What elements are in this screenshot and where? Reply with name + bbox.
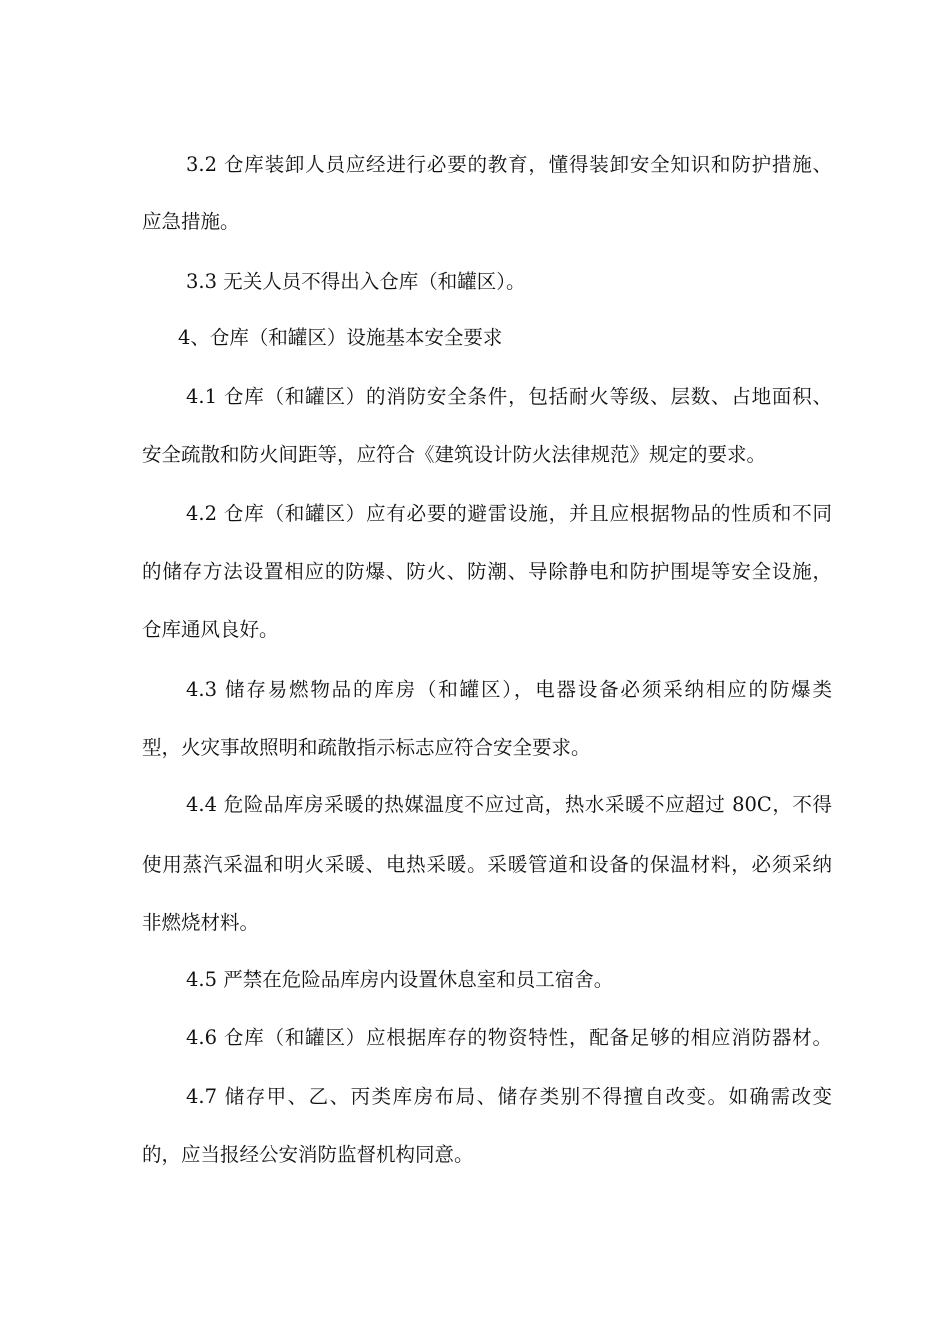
- paragraph-4-4-line-3: 非燃烧材料。: [142, 911, 260, 934]
- paragraph-4-7-line-2: 的，应当报经公安消防监督机构同意。: [142, 1143, 474, 1166]
- paragraph-4-2-line-2: 的储存方法设置相应的防爆、防火、防潮、导除静电和防护围堤等安全设施，: [142, 560, 832, 583]
- paragraph-4-4-line-1: 4.4 危险品库房采暖的热媒温度不应过高，热水采暖不应超过 80C，不得: [186, 793, 832, 816]
- paragraph-3-3: 3.3 无关人员不得出入仓库（和罐区）。: [186, 270, 526, 293]
- paragraph-4-3-line-1: 4.3 储存易燃物品的库房（和罐区），电器设备必须采纳相应的防爆类: [186, 678, 832, 701]
- paragraph-4-2-line-1: 4.2 仓库（和罐区）应有必要的避雷设施，并且应根据物品的性质和不同: [186, 502, 832, 525]
- paragraph-4-7-line-1: 4.7 储存甲、乙、丙类库房布局、储存类别不得擅自改变。如确需改变: [186, 1085, 832, 1108]
- section-heading-4: 4、仓库（和罐区）设施基本安全要求: [178, 326, 503, 349]
- paragraph-4-1-line-1: 4.1 仓库（和罐区）的消防安全条件，包括耐火等级、层数、占地面积、: [186, 385, 832, 408]
- paragraph-4-1-line-2: 安全疏散和防火间距等，应符合《建筑设计防火法律规范》规定的要求。: [142, 443, 767, 466]
- paragraph-4-2-line-3: 仓库通风良好。: [142, 618, 279, 641]
- paragraph-4-5: 4.5 严禁在危险品库房内设置休息室和员工宿舍。: [186, 968, 614, 991]
- paragraph-3-2-line-1: 3.2 仓库装卸人员应经进行必要的教育，懂得装卸安全知识和防护措施、: [186, 153, 832, 176]
- paragraph-3-2-line-2: 应急措施。: [142, 210, 240, 233]
- paragraph-4-4-line-2: 使用蒸汽采温和明火采暖、电热采暖。采暖管道和设备的保温材料，必须采纳: [142, 853, 832, 876]
- paragraph-4-6: 4.6 仓库（和罐区）应根据库存的物资特性，配备足够的相应消防器材。: [186, 1026, 832, 1049]
- paragraph-4-3-line-2: 型，火灾事故照明和疏散指示标志应符合安全要求。: [142, 736, 591, 759]
